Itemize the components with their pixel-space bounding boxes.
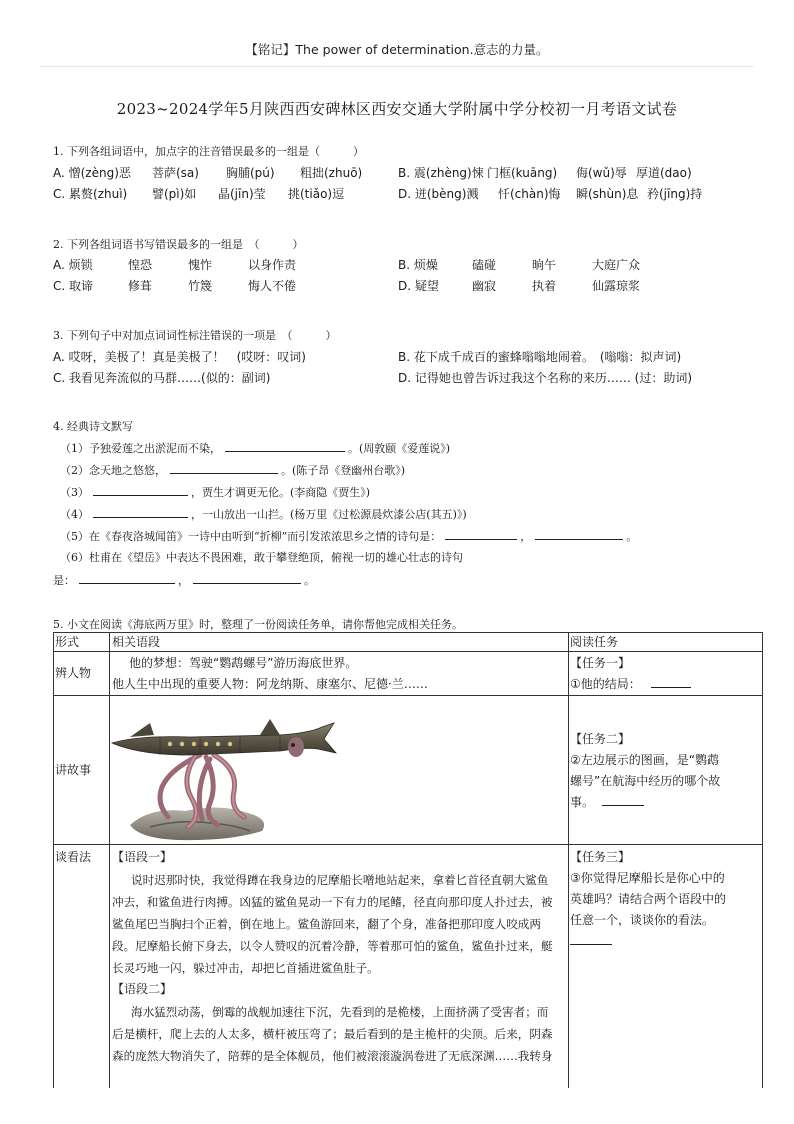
table-col-divider-2 (568, 632, 569, 1088)
q4-line-6b (53, 571, 315, 588)
q4-line-5-comma: ， (520, 530, 532, 543)
row2-task-title: 【任务二】 (570, 732, 631, 746)
q1-option-b-1: B. 震(zhèng)悚 (398, 166, 484, 180)
q4-line-3 (60, 483, 370, 500)
row1-task-text: ①他的结局： (570, 677, 641, 691)
q3-option-d: D. 记得她也曾告诉过我这个名称的来历…… (过：助词) (398, 371, 693, 385)
row1-text-2: 他人生中出现的重要人物：阿龙纳斯、康塞尔、尼德·兰…… (112, 677, 428, 691)
header-divider (40, 66, 754, 67)
passage-1-line-5: 长灵巧地一闪，躲过冲击，却把匕首插进鲨鱼肚子。 (112, 961, 379, 975)
q1-stem: 1. 下列各组词语中，加点字的注音错误最多的一组是（ ） (53, 145, 364, 158)
q4-blank-6a[interactable] (79, 571, 175, 584)
passage-2-title: 【语段二】 (112, 982, 173, 996)
row3-task-blank[interactable] (570, 932, 612, 945)
q2-option-c-1: C. 取谛 (53, 279, 94, 293)
q4-line-6b-comma: ， (178, 574, 189, 587)
row2-form: 讲故事 (55, 763, 92, 777)
q1-option-c-3: 晶(jīn)莹 (218, 187, 266, 201)
q1-option-a-2: 菩萨(sa) (152, 166, 199, 180)
q5-stem: 5. 小文在阅读《海底两万里》时，整理了一份阅读任务单，请你帮他完成相关任务。 (53, 618, 463, 631)
q4-blank-5a[interactable] (445, 527, 517, 540)
q1-option-d-2: 忏(chàn)悔 (498, 187, 561, 201)
row3-task-answer (570, 931, 612, 952)
q4-line-1 (60, 439, 450, 456)
q1-option-c-1: C. 累赘(zhuì) (53, 187, 128, 201)
table-border-right (762, 632, 763, 1088)
table-border-left (53, 632, 54, 1088)
exam-title: 2023~2024学年5月陕西西安碑林区西安交通大学附属中学分校初一月考语文试卷 (116, 100, 678, 118)
q4-line-3-suffix: ，贾生才调更无伦。(李商隐《贾生》) (191, 486, 371, 499)
q2-stem: 2. 下列各组词语书写错误最多的一组是 （ ） (53, 238, 304, 251)
row3-task-title: 【任务三】 (570, 850, 631, 864)
row2-task-blank[interactable] (602, 793, 644, 806)
q4-blank-4[interactable] (93, 505, 188, 518)
row1-text-1: 他的梦想：驾驶“鹦鹉螺号”游历海底世界。 (129, 656, 358, 670)
q1-option-d-3: 瞬(shùn)息 (576, 187, 639, 201)
q4-blank-6b[interactable] (193, 571, 301, 584)
q1-option-d-1: D. 迸(bèng)溅 (398, 187, 479, 201)
q4-line-1-prefix: （1）予独爱莲之出淤泥而不染， (60, 442, 221, 455)
q2-option-a-4: 以身作责 (248, 258, 297, 272)
q2-option-c-3: 竹篾 (188, 279, 213, 293)
q4-line-2 (60, 461, 405, 478)
table-header-task: 阅读任务 (570, 635, 619, 649)
q4-line-2-suffix: 。(陈子昂《登幽州台歌》) (281, 464, 406, 477)
q1-option-a-3: 胸脯(pú) (226, 166, 275, 180)
q2-option-a-1: A. 烦锁 (53, 258, 93, 272)
q2-option-d-3: 执着 (532, 279, 557, 293)
q1-option-c-4: 挑(tiǎo)逗 (288, 187, 345, 201)
q2-option-d-4: 仙露琼浆 (592, 279, 641, 293)
q4-line-6b-end: 。 (304, 574, 315, 587)
table-header-form: 形式 (55, 635, 80, 649)
row3-task-line-1: ③你觉得尼摩船长是你心中的 (570, 871, 725, 885)
passage-1-line-3: 鲨鱼尾巴当胸扫个正着，倒在地上。鲨鱼游回来，翻了个身，准备把那印度人咬成两 (112, 917, 541, 931)
reading-task-table (53, 632, 762, 1088)
q4-stem: 4. 经典诗文默写 (53, 420, 133, 433)
row3-form: 谈看法 (55, 850, 92, 864)
row2-task-line-2: 螺号”在航海中经历的哪个故 (570, 774, 721, 788)
row2-task-line-1: ②左边展示的图画，是“鹦鹉 (570, 753, 719, 767)
passage-1-line-4: 段。尼摩船长俯下身去，以令人赞叹的沉着冷静，等着那可怕的鲨鱼，鲨鱼扑过来，艇 (112, 939, 553, 953)
q4-line-5-end: 。 (626, 530, 638, 543)
row3-task-line-2: 英雄吗？请结合两个语段中的 (570, 892, 727, 906)
passage-2-line-2: 后是横杆，爬上去的人太多，横杆被压弯了；最后看到的是主桅杆的尖顶。后来，阴森 (112, 1027, 553, 1041)
q4-blank-2[interactable] (170, 461, 278, 474)
row1-task-question (570, 674, 691, 695)
row3-task-line-3: 任意一个，谈谈你的看法。 (570, 913, 715, 927)
q4-line-4-prefix: （4） (60, 508, 89, 521)
q4-blank-5b[interactable] (535, 527, 623, 540)
q4-line-4 (60, 505, 467, 522)
q4-line-6b-prefix: 是： (53, 574, 75, 587)
nautilus-submarine-illustration (110, 699, 338, 842)
q4-line-2-prefix: （2）念天地之悠悠， (60, 464, 166, 477)
q4-blank-1[interactable] (225, 439, 345, 452)
row1-task-title: 【任务一】 (570, 656, 631, 670)
q4-line-5-prompt: （5）在《春夜洛城闻笛》一诗中由听到“折柳”而引发浓浓思乡之情的诗句是： (60, 530, 442, 543)
q2-option-b-2: 磕碰 (472, 258, 497, 272)
nautilus-svg (110, 699, 338, 842)
passage-2-line-3: 森的庞然大物消失了，陪葬的是全体舰员，他们被滚滚漩涡卷进了无底深渊……我转身 (112, 1049, 553, 1063)
table-row2-divider (53, 844, 762, 845)
table-header-passage: 相关语段 (112, 635, 161, 649)
q1-option-b-2: 门框(kuāng) (487, 166, 558, 180)
q2-option-b-3: 晌午 (532, 258, 557, 272)
q4-line-5 (60, 527, 637, 544)
row1-task-blank[interactable] (651, 675, 691, 688)
q4-line-3-prefix: （3） (60, 486, 89, 499)
q1-option-c-2: 譬(pì)如 (152, 187, 197, 201)
q2-option-c-2: 修葺 (128, 279, 153, 293)
q4-line-6: （6）杜甫在《望岳》中表达不畏困难，敢于攀登绝顶，俯视一切的雄心壮志的诗句 (60, 551, 463, 564)
q3-option-a: A. 哎呀，美极了！真是美极了！ (哎呀：叹词) (53, 350, 306, 364)
page-motto: 【铭记】The power of determination.意志的力量。 (245, 42, 549, 57)
q2-option-b-4: 大庭广众 (592, 258, 641, 272)
q1-option-a-4: 粗拙(zhuō) (300, 166, 363, 180)
row1-form: 辨人物 (55, 666, 92, 680)
q3-option-c: C. 我看见奔流似的马群……(似的：副词) (53, 371, 271, 385)
passage-1-line-2: 冲去，和鲨鱼进行肉搏。凶猛的鲨鱼晃动一下有力的尾鳍，径直向那印度人扑过去，被 (112, 895, 553, 909)
passage-2-line-1: 海水猛烈动荡，倒霉的战舰加速往下沉，先看到的是桅楼，上面挤满了受害者；而 (131, 1005, 549, 1019)
q4-line-4-suffix: ，一山放出一山拦。(杨万里《过松源晨炊漆公店(其五)》) (191, 508, 467, 521)
row2-task-text: 事。 (570, 795, 595, 809)
q2-option-d-2: 幽寂 (472, 279, 497, 293)
q4-line-1-suffix: 。(周敦颐《爱莲说》) (348, 442, 451, 455)
q1-option-b-3: 侮(wǔ)辱 (576, 166, 627, 180)
q1-option-b-4: 厚道(dao) (636, 166, 692, 180)
q2-option-a-3: 愧怍 (188, 258, 213, 272)
q2-option-a-2: 惶恐 (128, 258, 153, 272)
passage-1-title: 【语段一】 (112, 850, 173, 864)
table-row1-divider (53, 695, 762, 696)
q3-option-b: B. 花下成千成百的蜜蜂嗡嗡地闹着。 (嗡嗡：拟声词) (398, 350, 682, 364)
row2-task-line-3 (570, 792, 644, 813)
q2-option-c-4: 悔人不倦 (248, 279, 297, 293)
q1-option-d-4: 矜(jīng)持 (647, 187, 703, 201)
q4-blank-3[interactable] (93, 483, 188, 496)
q2-option-d-1: D. 疑望 (398, 279, 439, 293)
q2-option-b-1: B. 烦燥 (398, 258, 438, 272)
passage-1-line-1: 说时迟那时快，我觉得蹲在我身边的尼摩船长噌地站起来，拿着匕首径直朝大鲨鱼 (131, 873, 549, 887)
q3-stem: 3. 下列句子中对加点词词性标注错误的一项是 （ ） (53, 329, 337, 342)
q1-option-a-1: A. 憎(zèng)恶 (53, 166, 131, 180)
